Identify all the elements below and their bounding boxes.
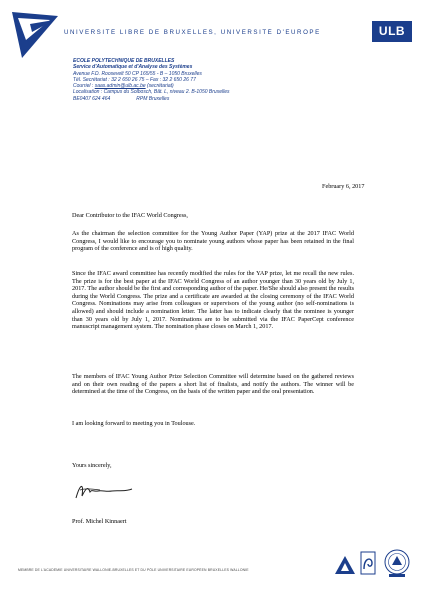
courriel-label: Courriel :	[73, 83, 95, 90]
paragraph-4: I am looking forward to meeting you in Toulouse.	[72, 420, 196, 427]
school-name: ECOLE POLYTECHNIQUE DE BRUXELLES	[73, 58, 175, 64]
letter-date: February 6, 2017	[322, 183, 365, 190]
address-block	[73, 58, 293, 102]
service-name: Service d'Automatique et d'Analyse des Systèmes	[73, 64, 193, 71]
vat-number: BE0407 624 464	[73, 95, 111, 102]
ulb-logo: ULB	[372, 21, 412, 42]
courriel-email-link[interactable]: saas.admin@ulb.ac.be	[94, 83, 146, 90]
courriel-suffix: (secrétariat)	[145, 83, 174, 90]
rpm-text: RPM Bruxelles	[136, 95, 170, 102]
closing: Yours sincerely,	[72, 462, 112, 469]
location-line: Localisation : Campus du Solbosch, Bât. L, niveau 2. B-1050 Bruxelles	[73, 89, 230, 96]
footer-text: MEMBRE DE L'ACADÉMIE UNIVERSITAIRE WALLONIE-BRUXELLES ET DU PÔLE UNIVERSITAIRE EUROPÉEN BRUXELLES WALLONIE	[18, 568, 249, 572]
salutation: Dear Contributor to the IFAC World Congress,	[72, 212, 188, 219]
pole-logo-icon	[360, 551, 376, 575]
paragraph-3: The members of IFAC Young Author Prize Selection Committee will determine based on the gathered reviews and on their own reading of the papers a short list of finalists, and notify the authors. The winner will be determined at the time of the Congress, on the basis of the written paper and the oral presentation.	[72, 373, 354, 396]
street-address: Avenue F.D. Roosevelt 50 CP 165/55 - B – 1050 Bruxelles	[73, 70, 202, 77]
handwritten-signature	[72, 480, 140, 502]
academie-logo-icon	[334, 555, 356, 575]
seal-logo-icon	[383, 548, 411, 578]
paragraph-1: As the chairman the selection committee for the Young Author Paper (YAP) prize at the 2017 IFAC World Congress, I would like to encourage you to nominate young authors whose paper has been retained in the final program of the conference and is of high quality.	[72, 230, 354, 253]
university-line: UNIVERSITÉ LIBRE DE BRUXELLES, UNIVERSITÉ D'EUROPE	[64, 29, 321, 36]
phone-fax: Tél. Secrétariat : 32 2 650 26 75 – Fax : 32 2 650 26 77	[73, 76, 196, 83]
signer-name: Prof. Michel Kinnaert	[72, 518, 127, 525]
registration-line	[73, 96, 293, 102]
paragraph-2: Since the IFAC award committee has recently modified the rules for the YAP prize, let me recall the new rules. The prize is for the best paper at the IFAC World Congress of an author younger than 30 years old by July 1, 2017. The author should be the first and corresponding author of the paper. He/She should also present the results during the World Congress. The prize and a certificate are awarded at the closing ceremony of the IFAC World Congress. Nominations may arise from colleagues or supervisors of the young author (no self-nominations is allowed) and should include a nomination letter. The latter has to indicate clearly that the nominee is younger than 30 years old by July 1, 2017. Nominations are to be submitted via the IFAC PaperCept conference manuscript management system. The nomination phase closes on March 1, 2017.	[72, 270, 354, 331]
ulb-emblem-icon	[10, 10, 60, 60]
